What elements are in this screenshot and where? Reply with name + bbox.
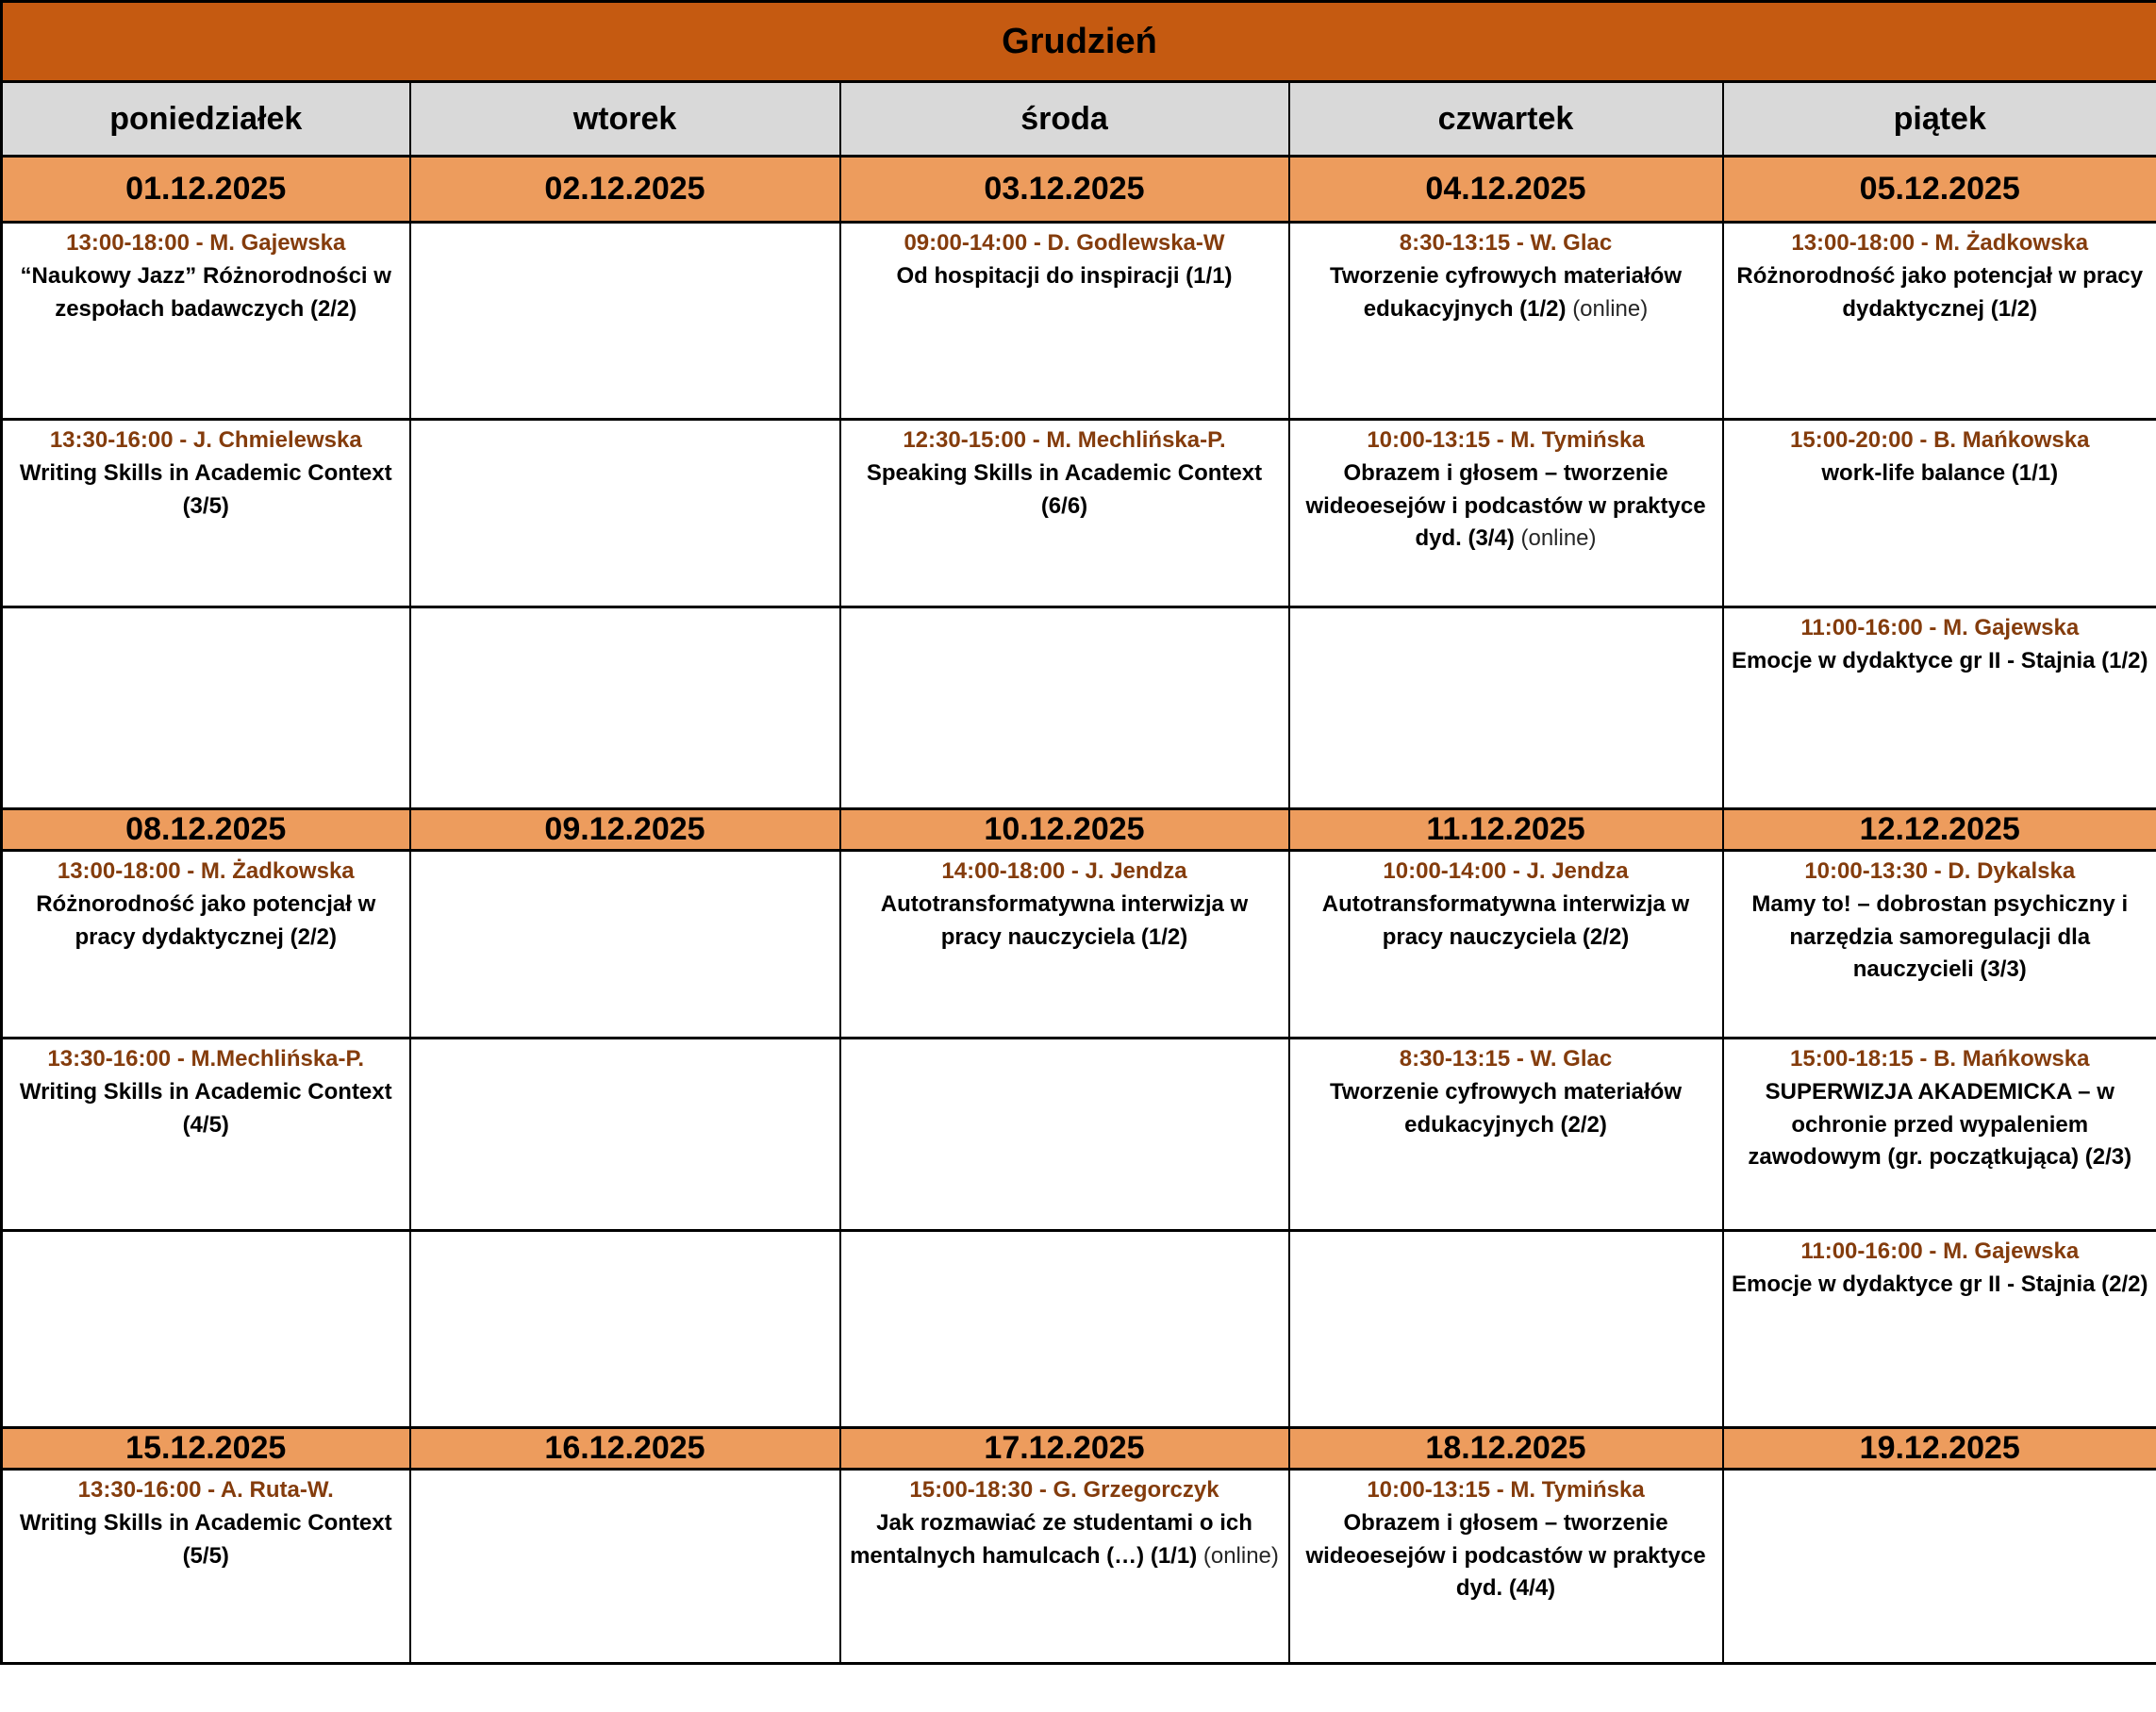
event-cell [1723, 1231, 2156, 1428]
event-online-label: (online) [1572, 295, 1649, 322]
event-title [1298, 1507, 1715, 1605]
event-cell [2, 1470, 410, 1664]
event-title [849, 1507, 1281, 1573]
event-row [2, 851, 2156, 1039]
event-title-text: Obrazem i głosem – tworzenie wideoesejów i podcastów w praktyce dyd. (3/4) [1305, 459, 1706, 552]
event-title-text: Tworzenie cyfrowych materiałów edukacyjnych (2/2) [1330, 1078, 1682, 1138]
month-title: Grudzień [2, 2, 2156, 82]
date-cell: 16.12.2025 [410, 1428, 840, 1470]
empty-cell [410, 420, 840, 607]
event-title [10, 889, 402, 955]
event-time-instructor: 15:00-18:30 - G. Grzegorczyk [909, 1477, 1219, 1503]
event-title [10, 1507, 402, 1573]
event-row [2, 1470, 2156, 1664]
event-title-text: Emocje w dydaktyce gr II - Stajnia (1/2) [1732, 647, 2148, 673]
event-online-label: (online) [1520, 525, 1597, 552]
day-header-wednesday: środa [840, 82, 1289, 157]
event-title [1732, 1269, 2149, 1302]
event-title-text: Writing Skills in Academic Context (5/5) [19, 1509, 392, 1569]
event-title-text: “Naukowy Jazz” Różnorodności w zespołach badawczych (2/2) [20, 262, 391, 322]
date-cell: 02.12.2025 [410, 157, 840, 223]
date-cell: 12.12.2025 [1723, 809, 2156, 851]
event-time-instructor: 13:30-16:00 - M.Mechlińska-P. [47, 1046, 365, 1072]
empty-cell [840, 1231, 1289, 1428]
event-title [849, 457, 1281, 524]
week-date-row [2, 809, 2156, 851]
empty-cell [1723, 1470, 2156, 1664]
event-row [2, 1039, 2156, 1231]
event-cell [1289, 223, 1723, 420]
day-header-tuesday: wtorek [410, 82, 840, 157]
event-title [1298, 1076, 1715, 1142]
event-title [849, 889, 1281, 955]
event-time-instructor: 10:00-13:30 - D. Dykalska [1804, 858, 2076, 884]
empty-cell [410, 1039, 840, 1231]
empty-cell [410, 607, 840, 809]
empty-cell [1289, 607, 1723, 809]
event-cell [1723, 607, 2156, 809]
event-title-text: Speaking Skills in Academic Context (6/6) [866, 459, 1263, 519]
event-title-text: work-life balance (1/1) [1821, 459, 2059, 486]
event-cell [840, 1470, 1289, 1664]
event-cell [1289, 420, 1723, 607]
date-cell: 11.12.2025 [1289, 809, 1723, 851]
date-cell: 17.12.2025 [840, 1428, 1289, 1470]
event-time-instructor: 13:00-18:00 - M. Żadkowska [57, 858, 355, 884]
event-cell [840, 851, 1289, 1039]
week-date-row [2, 157, 2156, 223]
empty-cell [410, 1231, 840, 1428]
event-row [2, 607, 2156, 809]
event-title [10, 457, 402, 524]
event-title-text: Tworzenie cyfrowych materiałów edukacyjnych (1/2) [1330, 262, 1682, 322]
event-cell [840, 223, 1289, 420]
date-cell: 18.12.2025 [1289, 1428, 1723, 1470]
event-cell [840, 420, 1289, 607]
event-title [1298, 260, 1715, 326]
empty-cell [840, 1039, 1289, 1231]
event-cell [1723, 223, 2156, 420]
event-cell [2, 420, 410, 607]
day-header-monday: poniedziałek [2, 82, 410, 157]
event-title [1732, 645, 2149, 678]
event-cell [1289, 1039, 1723, 1231]
event-title-text: Obrazem i głosem – tworzenie wideoesejów i podcastów w praktyce dyd. (4/4) [1305, 1509, 1706, 1602]
event-title-text: Jak rozmawiać ze studentami o ich mentalnych hamulcach (…) (1/1) [850, 1509, 1252, 1569]
event-cell [1723, 420, 2156, 607]
event-cell [1723, 1039, 2156, 1231]
event-time-instructor: 10:00-14:00 - J. Jendza [1383, 858, 1629, 884]
event-time-instructor: 12:30-15:00 - M. Mechlińska-P. [903, 427, 1226, 453]
event-title-text: Autotransformatywna interwizja w pracy nauczyciela (1/2) [880, 890, 1249, 950]
empty-cell [2, 607, 410, 809]
event-title-text: Writing Skills in Academic Context (4/5) [19, 1078, 392, 1138]
event-time-instructor: 09:00-14:00 - D. Godlewska-W [904, 230, 1225, 256]
event-time-instructor: 10:00-13:15 - M. Tymińska [1367, 427, 1645, 453]
event-time-instructor: 13:30-16:00 - J. Chmielewska [49, 427, 362, 453]
day-header-row [2, 82, 2156, 157]
event-cell [2, 1039, 410, 1231]
event-time-instructor: 13:30-16:00 - A. Ruta-W. [77, 1477, 334, 1503]
month-title-row [2, 2, 2156, 82]
event-title [1732, 1076, 2149, 1174]
event-title [1298, 457, 1715, 556]
date-cell: 05.12.2025 [1723, 157, 2156, 223]
event-title-text: Mamy to! – dobrostan psychiczny i narzędzia samoregulacji dla nauczycieli (3/3) [1751, 890, 2129, 983]
event-title [1732, 260, 2149, 326]
event-time-instructor: 11:00-16:00 - M. Gajewska [1800, 615, 2080, 640]
date-cell: 01.12.2025 [2, 157, 410, 223]
empty-cell [410, 223, 840, 420]
date-cell: 15.12.2025 [2, 1428, 410, 1470]
empty-cell [2, 1231, 410, 1428]
event-cell [1289, 851, 1723, 1039]
date-cell: 09.12.2025 [410, 809, 840, 851]
event-title-text: SUPERWIZJA AKADEMICKA – w ochronie przed wypaleniem zawodowym (gr. początkująca) (2/3) [1748, 1078, 2132, 1171]
date-cell: 08.12.2025 [2, 809, 410, 851]
event-title-text: Różnorodność jako potencjał w pracy dydaktycznej (1/2) [1736, 262, 2144, 322]
event-cell [1723, 851, 2156, 1039]
empty-cell [410, 1470, 840, 1664]
event-title [1732, 889, 2149, 987]
event-row [2, 1231, 2156, 1428]
event-time-instructor: 14:00-18:00 - J. Jendza [941, 858, 1187, 884]
event-title-text: Emocje w dydaktyce gr II - Stajnia (2/2) [1732, 1271, 2148, 1297]
event-title-text: Writing Skills in Academic Context (3/5) [19, 459, 392, 519]
event-time-instructor: 11:00-16:00 - M. Gajewska [1800, 1238, 2080, 1264]
event-cell [2, 851, 410, 1039]
event-online-label: (online) [1202, 1542, 1279, 1569]
event-cell [2, 223, 410, 420]
week-date-row [2, 1428, 2156, 1470]
event-time-instructor: 13:00-18:00 - M. Gajewska [66, 230, 346, 256]
date-cell: 03.12.2025 [840, 157, 1289, 223]
event-title [1732, 457, 2149, 490]
empty-cell [410, 851, 840, 1039]
date-cell: 10.12.2025 [840, 809, 1289, 851]
event-time-instructor: 8:30-13:15 - W. Glac [1399, 230, 1613, 256]
event-title [849, 260, 1281, 293]
event-title-text: Autotransformatywna interwizja w pracy nauczyciela (2/2) [1321, 890, 1690, 950]
event-title [10, 1076, 402, 1142]
event-time-instructor: 8:30-13:15 - W. Glac [1399, 1046, 1613, 1072]
empty-cell [1289, 1231, 1723, 1428]
event-cell [1289, 1470, 1723, 1664]
date-cell: 19.12.2025 [1723, 1428, 2156, 1470]
event-title-text: Od hospitacji do inspiracji (1/1) [896, 262, 1233, 289]
event-title-text: Różnorodność jako potencjał w pracy dydaktycznej (2/2) [36, 890, 376, 950]
day-header-friday: piątek [1723, 82, 2156, 157]
event-time-instructor: 13:00-18:00 - M. Żadkowska [1791, 230, 2089, 256]
day-header-thursday: czwartek [1289, 82, 1723, 157]
event-time-instructor: 15:00-18:15 - B. Mańkowska [1790, 1046, 2090, 1072]
event-time-instructor: 15:00-20:00 - B. Mańkowska [1790, 427, 2090, 453]
date-cell: 04.12.2025 [1289, 157, 1723, 223]
event-row [2, 420, 2156, 607]
event-title [10, 260, 402, 326]
empty-cell [840, 607, 1289, 809]
event-title [1298, 889, 1715, 955]
event-row [2, 223, 2156, 420]
event-time-instructor: 10:00-13:15 - M. Tymińska [1367, 1477, 1645, 1503]
